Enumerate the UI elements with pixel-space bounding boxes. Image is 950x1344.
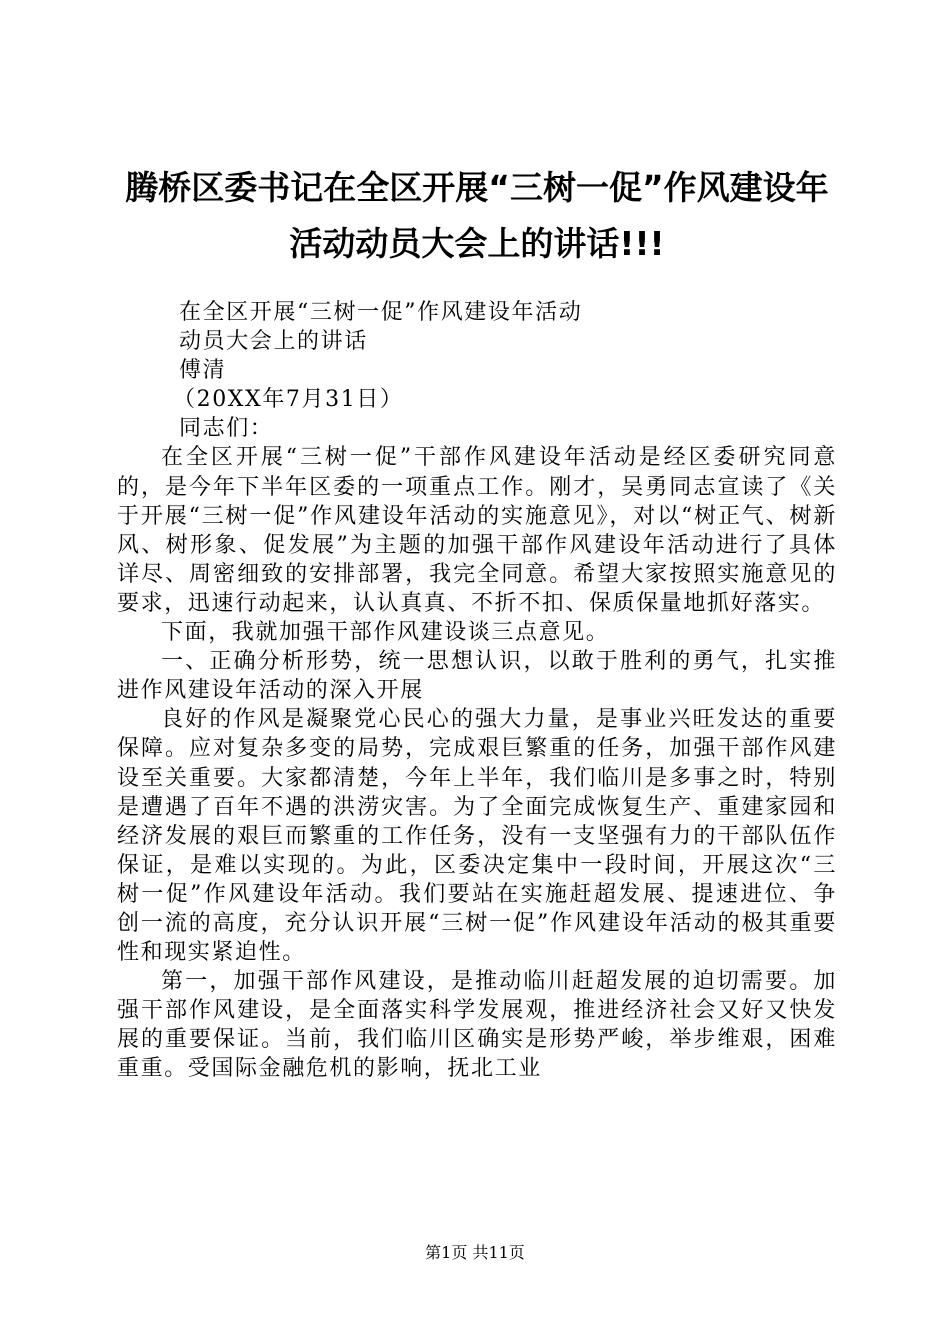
body-paragraph: 下面，我就加强干部作风建设谈三点意见。 — [161, 620, 610, 646]
body-paragraph: 良好的作风是凝聚党心民心的强大力量，是事业兴旺发达的重要保障。应对复杂多变的局势，完成艰巨繁重的任务，加强干部作风建设至关重要。大家都清楚，今年上半年，我们临川是多事之时，特别是遭遇了百年不遇的洪涝灾害。为了全面完成恢复生产、重建家园和经济发展的艰巨而繁重的工作任务，没有一支坚强有力的干部队伍作保证，是难以实现的。为此，区委决定集中一段时间，开展这次“三树一促”作风建设年活动。我们要站在实施赶超发展、提速进位、争创一流的高度，充分认识开展“三树一促”作风建设年活动的极其重要性和现实紧迫性。 — [117, 707, 837, 966]
subtitle-line-1: 在全区开展“三树一促”作风建设年活动 — [179, 300, 583, 325]
section-heading: 一、正确分析形势，统一思想认识，以敢于胜利的勇气，扎实推进作风建设年活动的深入开展 — [117, 649, 837, 704]
document-body — [117, 298, 837, 1084]
salutation: 同志们： — [179, 416, 274, 442]
speech-date: （20XX年7月31日） — [173, 387, 404, 413]
page-number-footer: 第1页 共11页 — [425, 1243, 525, 1262]
document-title: 腾桥区委书记在全区开展“三树一促”作风建设年活动动员大会上的讲话!!! — [125, 168, 829, 263]
body-paragraph: 在全区开展“三树一促”干部作风建设年活动是经区委研究同意的，是今年下半年区委的一项重点工作。刚才，吴勇同志宣读了《关于开展“三树一促”作风建设年活动的实施意见》，对以“树正气、树新风、树形象、促发展”为主题的加强干部作风建设年活动进行了具体详尽、周密细致的安排部署，我完全同意。希望大家按照实施意见的要求，迅速行动起来，认认真真、不折不扣、保质保量地抓好落实。 — [117, 445, 837, 616]
author-name: 傅清 — [179, 358, 227, 384]
subtitle-line-2: 动员大会上的讲话 — [179, 329, 368, 355]
body-paragraph: 第一，加强干部作风建设，是推动临川赶超发展的迫切需要。加强干部作风建设，是全面落实科学发展观，推进经济社会又好又快发展的重要保证。当前，我们临川区确实是形势严峻，举步维艰，困难重重。受国际金融危机的影响，抚北工业 — [117, 969, 837, 1082]
